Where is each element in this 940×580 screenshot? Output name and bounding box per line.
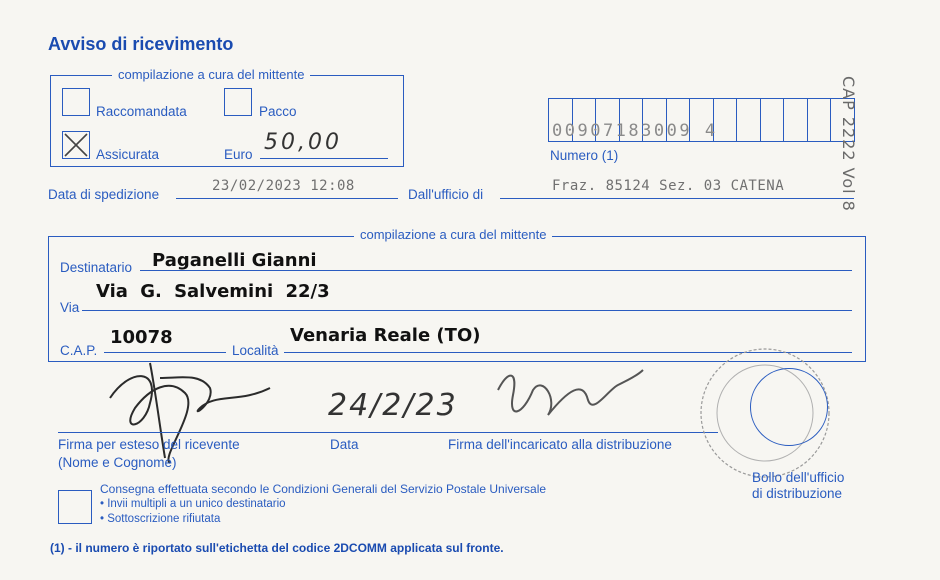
pacco-checkbox[interactable] (224, 88, 252, 116)
ufficio-line (500, 198, 854, 199)
assicurata-label: Assicurata (96, 147, 160, 162)
via-value: Via G. Salvemini 22/3 (96, 281, 330, 302)
euro-label: Euro (224, 147, 253, 162)
courier-signature (488, 360, 648, 430)
form-title: Avviso di ricevimento (48, 34, 234, 54)
x-mark-icon (63, 132, 89, 158)
delivery-date-value: 24/2/23 (328, 388, 458, 423)
ufficio-value: Fraz. 85124 Sez. 03 CATENA (552, 178, 785, 194)
numero-label: Numero (1) (550, 148, 619, 163)
consegna-main: Consegna effettuata secondo le Condizioni Generali del Servizio Postale Universale (100, 482, 547, 496)
numero-value: 00907183009 4 (552, 121, 718, 141)
euro-value[interactable]: 50,00 (264, 130, 342, 155)
raccomandata-label: Raccomandata (96, 104, 187, 119)
sender-legend: compilazione a cura del mittente (112, 67, 310, 82)
data-spedizione-line (176, 198, 398, 199)
pacco-label: Pacco (259, 104, 297, 119)
bollo-circle (750, 368, 828, 446)
bollo-label-2: di distribuzione (752, 486, 843, 501)
localita-value: Venaria Reale (TO) (290, 325, 481, 346)
recipient-legend: compilazione a cura del mittente (354, 227, 552, 242)
data-label: Data (330, 437, 359, 452)
destinatario-value: Paganelli Gianni (152, 250, 317, 271)
nome-cognome-label: (Nome e Cognome) (58, 455, 177, 470)
data-spedizione-value: 23/02/2023 12:08 (212, 178, 355, 194)
raccomandata-checkbox[interactable] (62, 88, 90, 116)
ufficio-label: Dall'ufficio di (408, 187, 484, 202)
footnote: (1) - il numero è riportato sull'etichetta del codice 2DCOMM applicata sul fronte. (50, 541, 504, 555)
side-handwriting: CAP 2222 Vol 8 (839, 76, 858, 212)
localita-label: Località (232, 343, 279, 358)
destinatario-label: Destinatario (60, 260, 133, 275)
signature-line (58, 432, 718, 433)
data-spedizione-label: Data di spedizione (48, 187, 160, 202)
via-label: Via (60, 300, 80, 315)
cap-value: 10078 (110, 327, 173, 348)
consegna-checkbox[interactable] (58, 490, 92, 524)
via-line (82, 310, 852, 311)
incaricato-label: Firma dell'incaricato alla distribuzione (448, 437, 672, 452)
bollo-label-1: Bollo dell'ufficio (752, 470, 845, 485)
cap-label: C.A.P. (60, 343, 98, 358)
assicurata-checkbox[interactable] (62, 131, 90, 159)
consegna-option-2: • Sottoscrizione rifiutata (100, 513, 221, 525)
consegna-option-1: • Invii multipli a un unico destinatario (100, 498, 286, 510)
firma-ricevente-label: Firma per esteso del ricevente (58, 437, 240, 452)
euro-line (260, 158, 388, 159)
